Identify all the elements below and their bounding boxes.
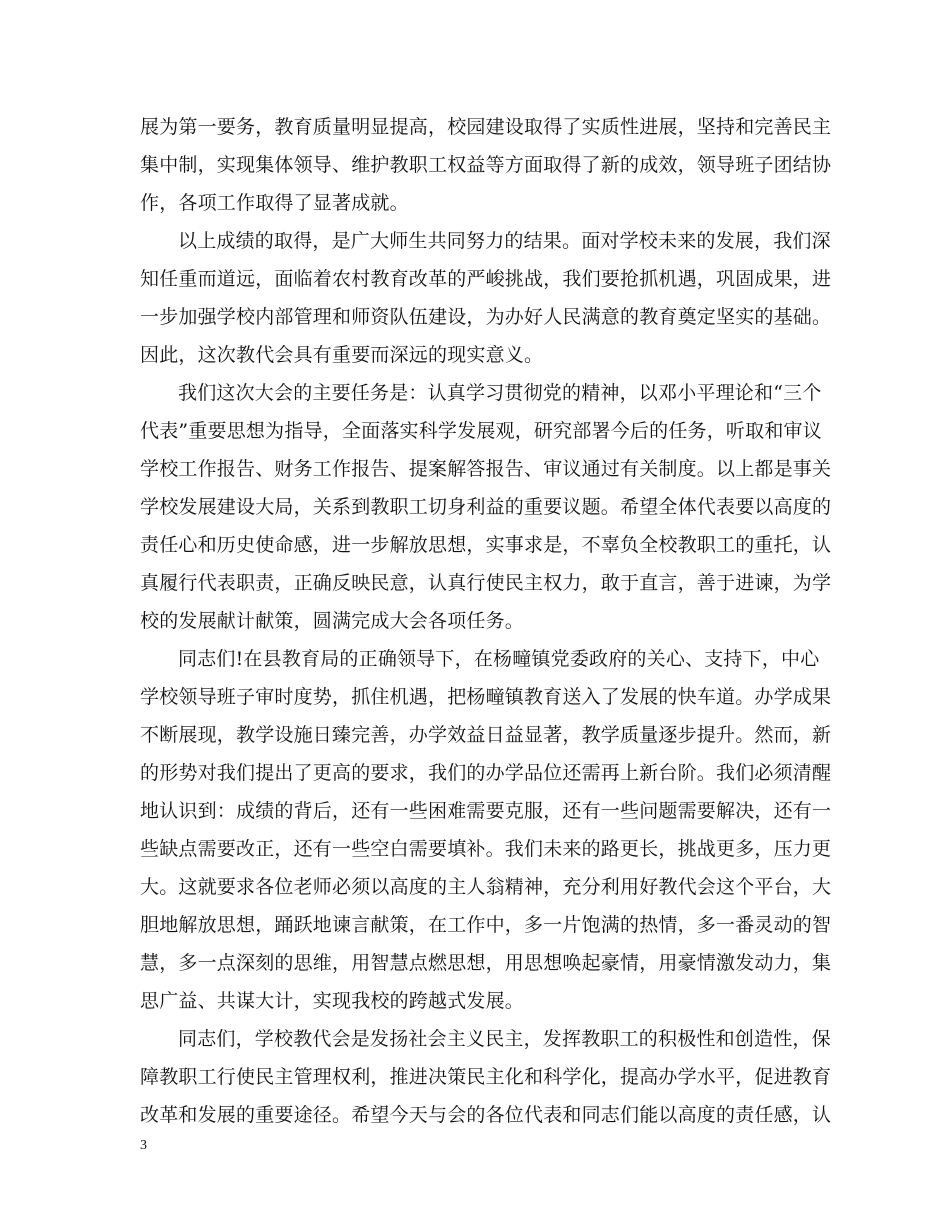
- text-line: 慧，多一点深刻的思维，用智慧点燃思想，用思想唤起豪情，用豪情激发动力，集: [140, 952, 832, 974]
- text-line: 一步加强学校内部管理和师资队伍建设，为办好人民满意的教育奠定坚实的基础。: [140, 306, 832, 328]
- text-line: 因此，这次教代会具有重要而深远的现实意义。: [140, 344, 544, 366]
- text-line: 障教职工行使民主管理权利，推进决策民主化和科学化，提高办学水平，促进教育: [140, 1066, 832, 1088]
- text-line: 我们这次大会的主要任务是：认真学习贯彻党的精神，以邓小平理论和“三个: [178, 382, 822, 404]
- text-line: 以上成绩的取得，是广大师生共同努力的结果。面对学校未来的发展，我们深: [178, 230, 831, 252]
- text-line: 不断展现，教学设施日臻完善，办学效益日益显著，教学质量逐步提升。然而，新: [140, 724, 832, 746]
- text-line: 学校领导班子审时度势，抓住机遇，把杨疃镇教育送入了发展的快车道。办学成果: [140, 686, 832, 708]
- text-line: 学校工作报告、财务工作报告、提案解答报告、审议通过有关制度。以上都是事关: [140, 458, 832, 480]
- paragraph: [140, 1020, 832, 1134]
- text-line: 大。这就要求各位老师必须以高度的主人翁精神，充分利用好教代会这个平台，大: [140, 876, 832, 898]
- text-line: 的形势对我们提出了更高的要求，我们的办学品位还需再上新台阶。我们必须清醒: [140, 762, 832, 784]
- text-line: 展为第一要务，教育质量明显提高，校园建设取得了实质性进展，坚持和完善民主: [140, 116, 832, 138]
- text-line: 思广益、共谋大计，实现我校的跨越式发展。: [140, 990, 525, 1012]
- text-line: 同志们，学校教代会是发扬社会主义民主，发挥教职工的积极性和创造性，保: [178, 1028, 831, 1050]
- text-line: 学校发展建设大局，关系到教职工切身利益的重要议题。希望全体代表要以高度的: [140, 496, 832, 518]
- text-line: 胆地解放思想，踊跃地谏言献策，在工作中，多一片饱满的热情，多一番灵动的智: [140, 914, 832, 936]
- document-body: [140, 108, 832, 1134]
- paragraph: [140, 222, 832, 374]
- text-line: 代表”重要思想为指导，全面落实科学发展观，研究部署今后的任务，听取和审议: [140, 420, 822, 442]
- text-line: 集中制，实现集体领导、维护教职工权益等方面取得了新的成效，领导班子团结协: [140, 154, 832, 176]
- text-line: 知任重而道远，面临着农村教育改革的严峻挑战，我们要抢抓机遇，巩固成果，进: [140, 268, 832, 290]
- text-line: 责任心和历史使命感，进一步解放思想，实事求是，不辜负全校教职工的重托，认: [140, 534, 832, 556]
- paragraph: [140, 374, 832, 640]
- text-line: 同志们!在县教育局的正确领导下，在杨疃镇党委政府的关心、支持下，中心: [178, 648, 820, 670]
- paragraph: [140, 640, 832, 1020]
- text-line: 真履行代表职责，正确反映民意，认真行使民主权力，敢于直言，善于进谏，为学: [140, 572, 832, 594]
- page-number: 3: [140, 1138, 147, 1153]
- text-line: 改革和发展的重要途径。希望今天与会的各位代表和同志们能以高度的责任感，认: [140, 1104, 832, 1126]
- text-line: 地认识到：成绩的背后，还有一些困难需要克服，还有一些问题需要解决，还有一: [140, 800, 832, 822]
- text-line: 校的发展献计献策，圆满完成大会各项任务。: [140, 610, 525, 632]
- paragraph: [140, 108, 832, 222]
- text-line: 作，各项工作取得了显著成就。: [140, 192, 409, 214]
- text-line: 些缺点需要改正，还有一些空白需要填补。我们未来的路更长，挑战更多，压力更: [140, 838, 832, 860]
